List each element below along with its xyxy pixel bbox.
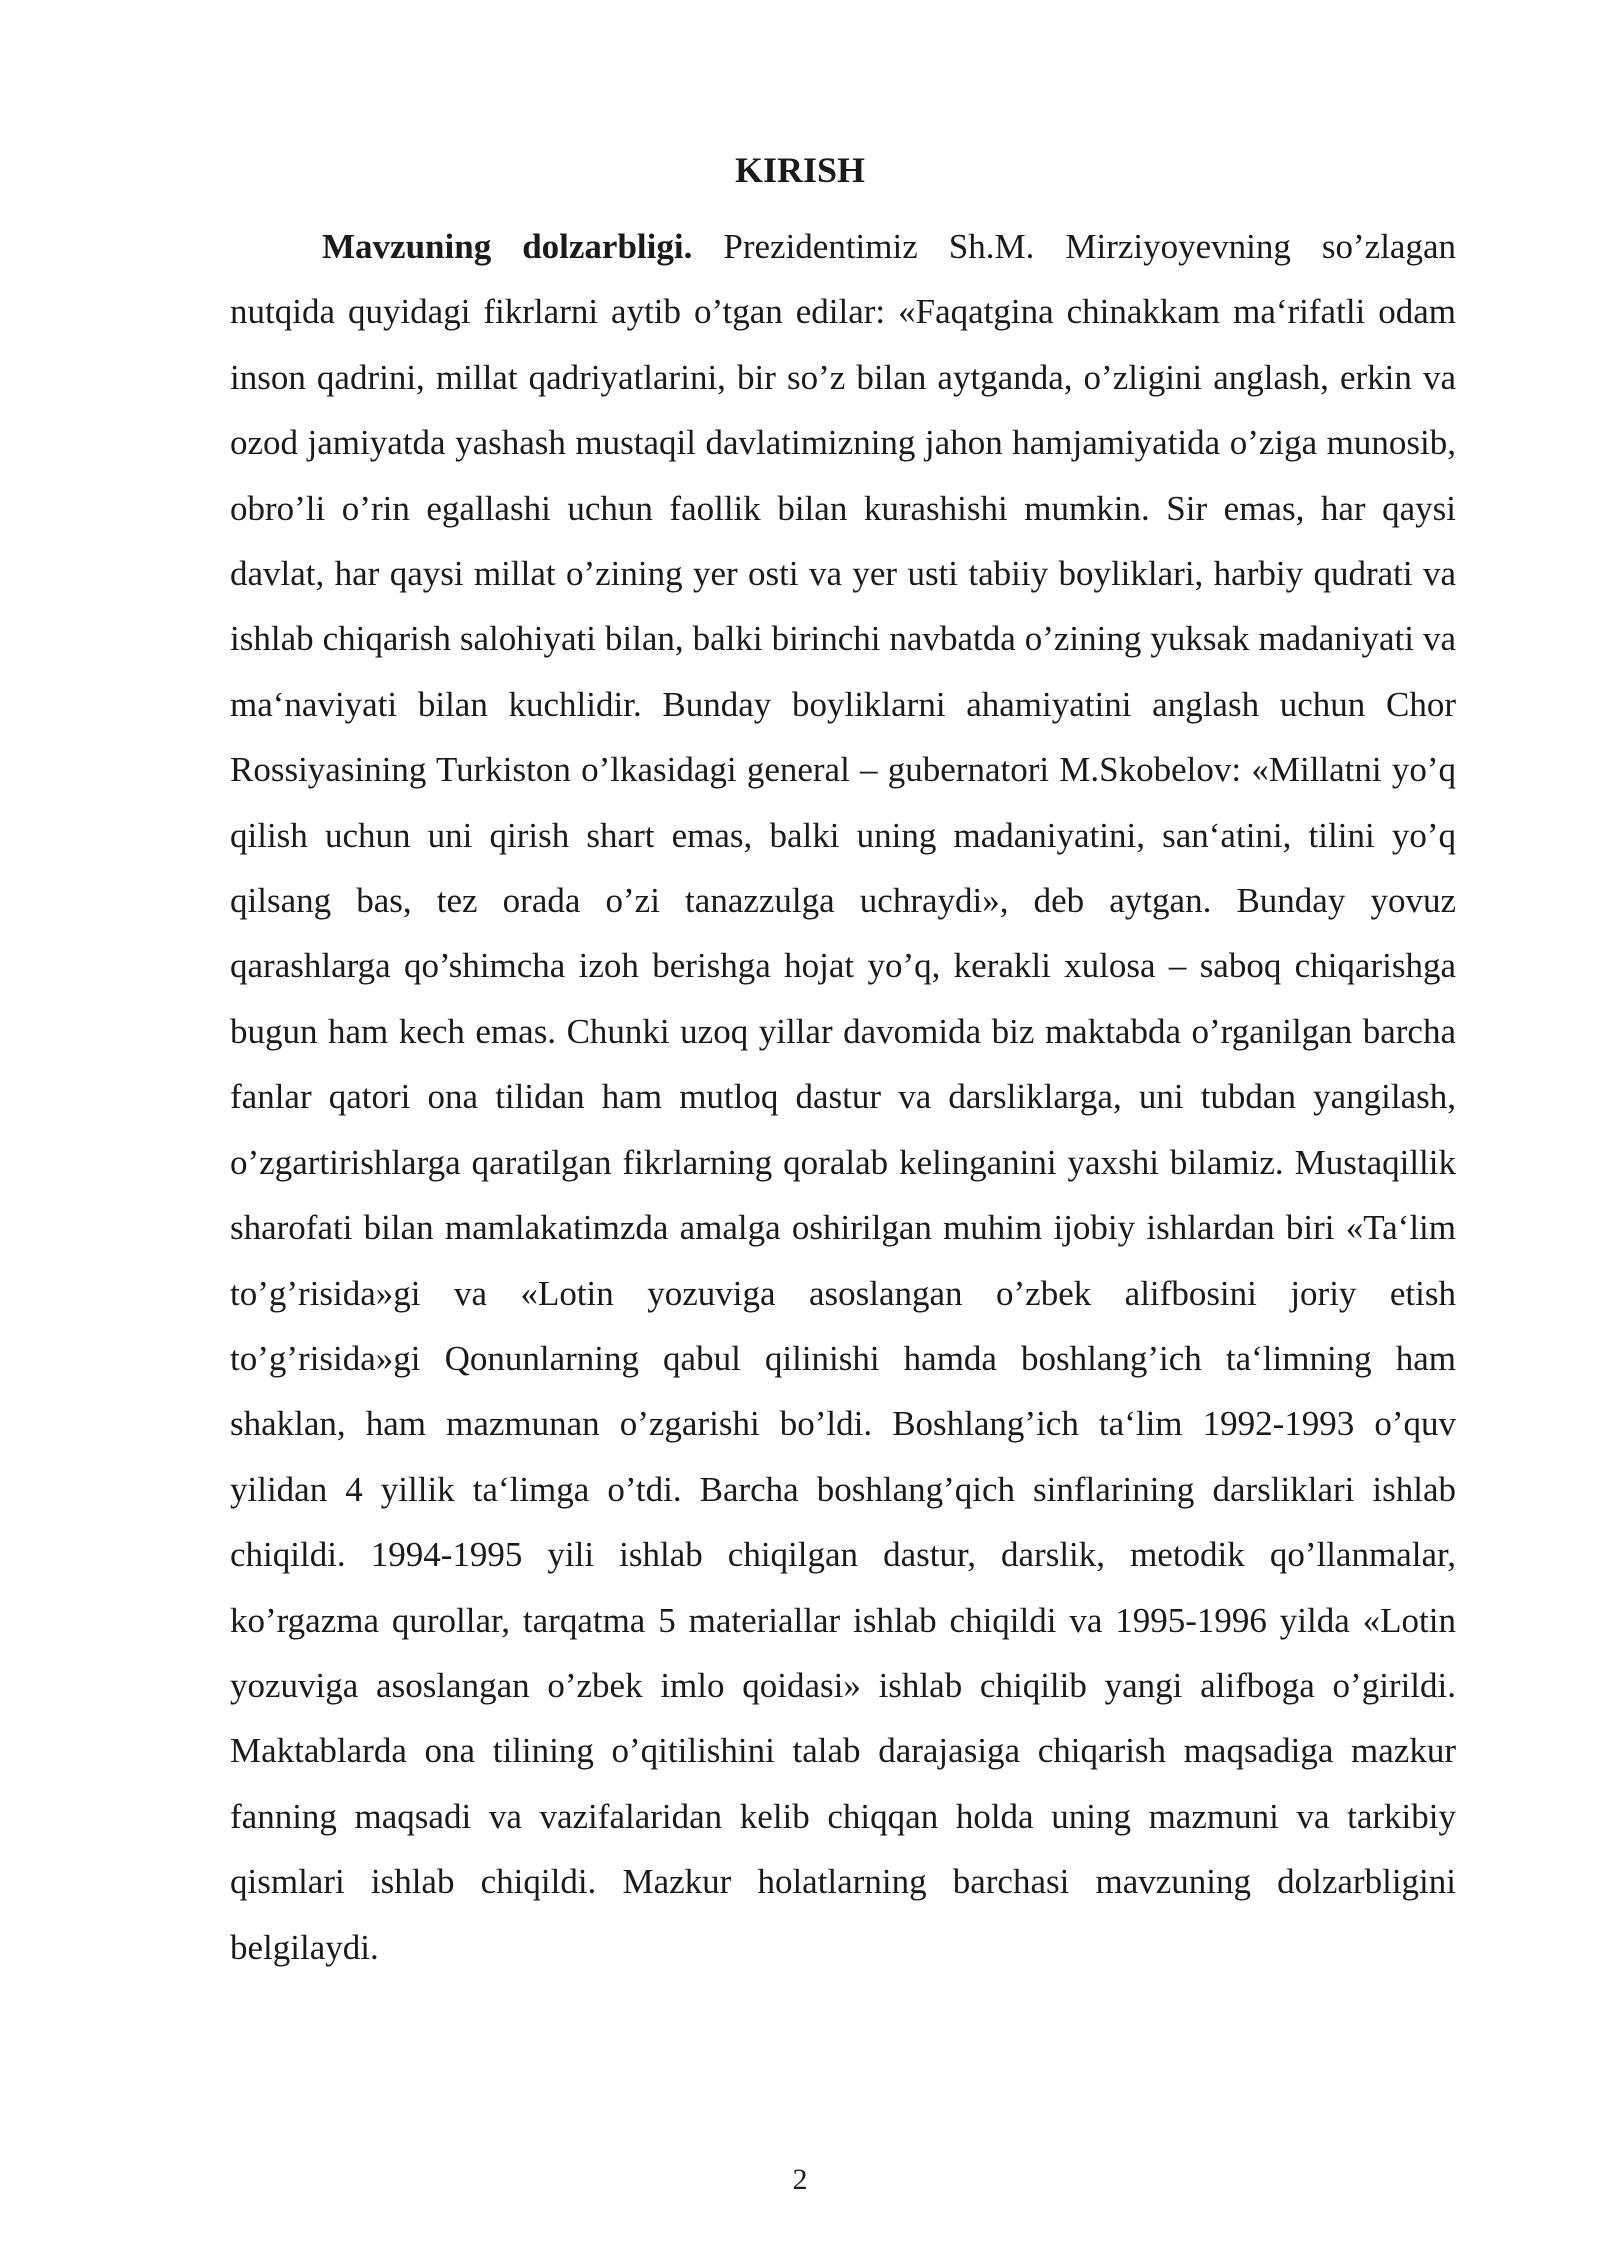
paragraph-text: Prezidentimiz Sh.M. Mirziyoyevning so’zlagan nutqida quyidagi fikrlarni aytib o’tgan edilar: «Faqatgina chinakkam ma‘rifatli odam inson qadrini, millat qadriyatlarini, bir so’z bilan aytganda, o’zligini anglash, erkin va ozod jamiyatda yashash mustaqil davlatimizning jahon hamjamiyatida o’ziga munosib, obro’li o’rin egallashi uchun faollik bilan kurashishi mumkin. Sir emas, har qaysi davlat, har qaysi millat o’zining yer osti va yer usti tabiiy boyliklari, harbiy qudrati va ishlab chiqarish salohiyati bilan, balki birinchi navbatda o’zining yuksak madaniyati va ma‘naviyati bilan kuchlidir. Bunday boyliklarni ahamiyatini anglash uchun Chor Rossiyasining Turkiston o’lkasidagi general – gubernatori M.Skobelov: «Millatni yo’q qilish uchun uni qirish shart emas, balki uning madaniyatini, san‘atini, tilini yo’q qilsang bas, tez orada o’zi tanazzulga uchraydi», deb aytgan. Bunday yovuz qarashlarga qo’shimcha izoh berishga hojat yo’q, kerakli xulosa – saboq chiqarishga bugun ham kech emas. Chunki uzoq yillar davomida biz maktabda o’rganilgan barcha fanlar qatori ona tilidan ham mutloq dastur va darsliklarga, uni tubdan yangilash, o’zgartirishlarga qaratilgan fikrlarning qoralab kelinganini yaxshi bilamiz. Mustaqillik sharofati bilan mamlakatimzda amalga oshirilgan muhim ijobiy ishlardan biri «Ta‘lim to’g’risida»gi va «Lotin yozuviga asoslangan o’zbek alifbosini joriy etish to’g’risida»gi Qonunlarning qabul qilinishi hamda boshlang’ich ta‘limning ham shaklan, ham mazmunan o’zgarishi bo’ldi. Boshlang’ich ta‘lim 1992-1993 o’quv yilidan 4 yillik ta‘limga o’tdi. Barcha boshlang’qich sinflarining darsliklari ishlab chiqildi. 1994-1995 yili ishlab chiqilgan dastur, darslik, metodik qo’llanmalar, ko’rgazma qurollar, tarqatma 5 materiallar ishlab chiqildi va 1995-1996 yilda «Lotin yozuviga asoslangan o’zbek imlo qoidasi» ishlab chiqilib yangi alifboga o’girildi. Maktablarda ona tilining o’qitilishini talab darajasiga chiqarish maqsadiga mazkur fanning maqsadi va vazifalaridan kelib chiqqan holda uning mazmuni va tarkibiy qismlari ishlab chiqildi. Mazkur holatlarning barchasi mavzuning dolzarbligini belgilaydi. [230,227,1456,1967]
body-paragraph [230,214,1456,1980]
paragraph-lead: Mavzuning dolzarbligi. [322,227,693,266]
section-heading: KIRISH [734,150,866,190]
page-number: 2 [792,2163,808,2196]
